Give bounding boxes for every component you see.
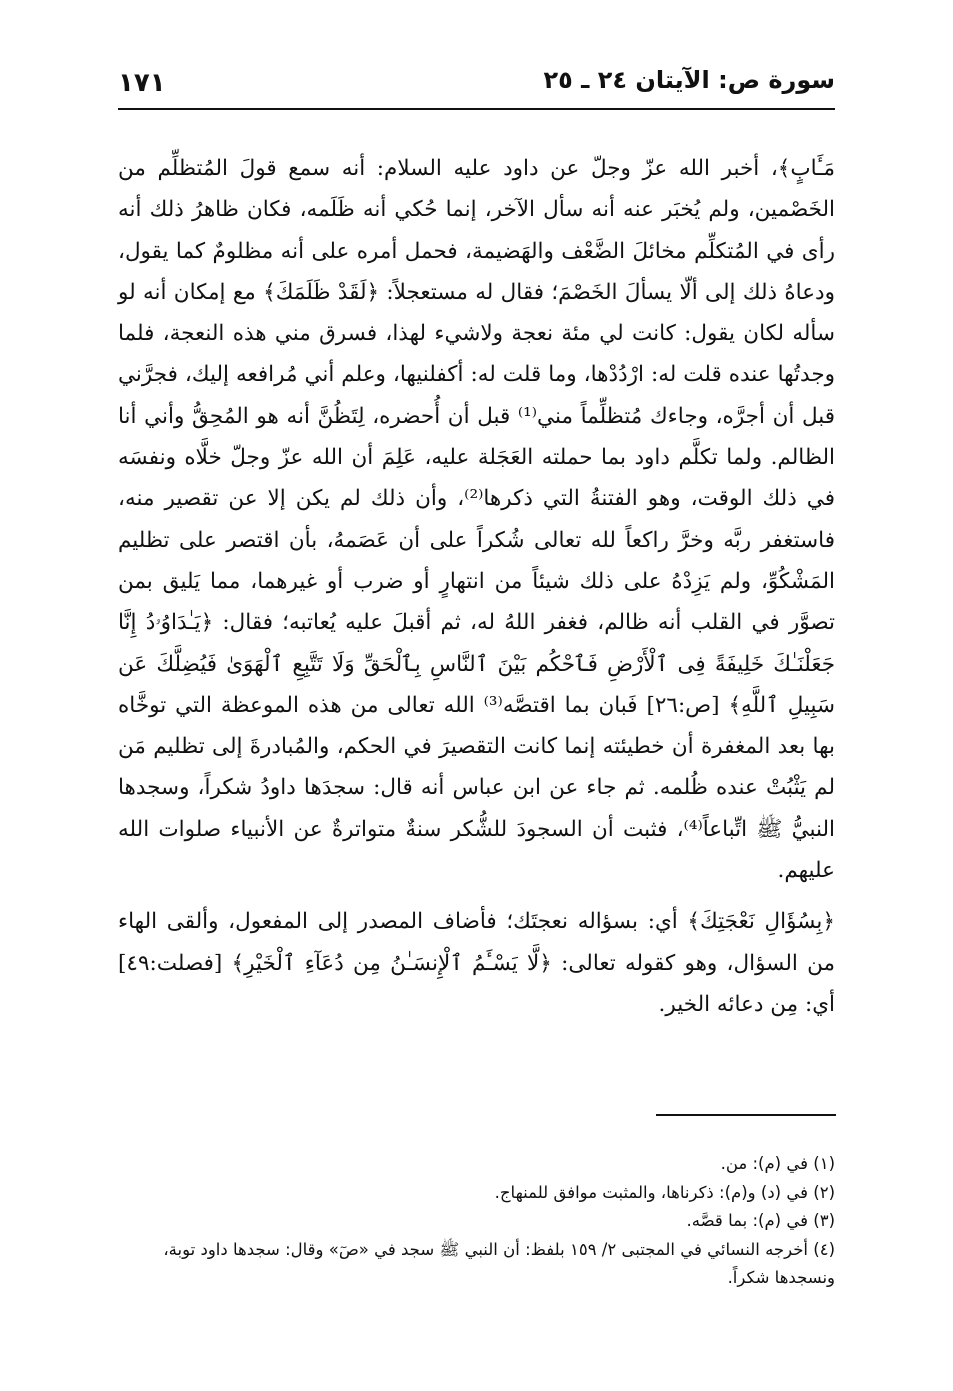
- footnotes: [118, 1150, 835, 1293]
- header-divider: [118, 108, 835, 110]
- paragraph-2: ﴿بِسُؤَالِ نَعْجَتِكَ﴾ أي: بسؤاله نعجتَك؛ فأضاف المصدر إلى المفعول، وألقى الهاء من السؤال، وهو كقوله تعالى: ﴿لَّا يَسْـَٔمُ ٱلْإِنسَـٰنُ مِن دُعَآءِ ٱلْخَيْرِ﴾ [فصلت:٤٩] أي: مِن دعائه الخير.: [118, 909, 835, 1017]
- running-title: سورة ص: الآيتان ٢٤ ـ ٢٥: [543, 66, 835, 94]
- footnote-3: (٣) في (م): بما قصَّه.: [686, 1211, 835, 1230]
- main-text: [118, 148, 835, 1025]
- footnote-1: (١) في (م): من.: [720, 1154, 835, 1173]
- page-number: ١٧١: [118, 68, 166, 98]
- page-header: [118, 64, 835, 104]
- footnote-divider: [656, 1114, 836, 1116]
- footnote-4: (٤) أخرجه النسائي في المجتبى ٢/ ١٥٩ بلفظ: أن النبي ﷺ سجد في «صٓ» وقال: سجدها داود توبة، ونسجدها شكراً.: [163, 1239, 835, 1287]
- footnote-2: (٢) في (د) و(م): ذكرناها، والمثبت موافق للمنهاج.: [494, 1182, 835, 1202]
- paragraph-1: مَـَٔابٍ﴾، أخبر الله عزّ وجلّ عن داود عليه السلام: أنه سمع قولَ المُتظلِّم من الخَصْمين، ولم يُخبَر عنه أنه سأل الآخر، إنما حُكي أنه ظَلَمه، فكان ظاهرُ ذلك أنه رأى في المُتكلِّم مخائلَ الضَّعْف والهَضيمة، فحمل أمره على أنه مظلومٌ كما يقول، ودعاهُ ذلك إلى ألّا يسألَ الخَصْمَ؛ فقال له مستعجلاً: ﴿لَقَدْ ظَلَمَكَ﴾ مع إمكان أنه لو سأله لكان يقول: كانت لي مئة نعجة ولاشيء لهذا، فسرق مني هذه النعجة، فلما وجدتُها عنده قلت له: ارْدُدْها، وما قلت له: أكفلنيها، وعلم أني مُرافعه إليك، فجرَّني قبل أن أجرَّه، وجاءك مُتظلِّماً مني⁽¹⁾ قبل أن أُحضره، لِتَظُنَّ أنه هو المُحِقُّ وأني أنا الظالم. ولما تكلَّم داود بما حملته العَجَلة عليه، عَلِمَ أن الله عزّ وجلّ خلَّاه ونفسَه في ذلك الوقت، وهو الفتنةُ التي ذكرها⁽²⁾، وأن ذلك لم يكن إلا عن تقصير منه، فاستغفر ربَّه وخرَّ راكعاً لله تعالى شُكراً على أن عَصَمهُ، بأن اقتصر على تظليم المَشْكُوِّ، ولم يَزِدْهُ على ذلك شيئاً من انتهارٍ أو ضرب أو غيرهما، مما يَليق بمن تصوَّر في القلب أنه ظالم، فغفر اللهُ له، ثم أقبلَ عليه يُعاتبه؛ فقال: ﴿يَـٰدَاوُۥدُ إِنَّا جَعَلْنَـٰكَ خَلِيفَةً فِى ٱلْأَرْضِ فَٱحْكُم بَيْنَ ٱلنَّاسِ بِٱلْحَقِّ وَلَا تَتَّبِعِ ٱلْهَوَىٰ فَيُضِلَّكَ عَن سَبِيلِ ٱللَّهِ﴾ [ص:٢٦] فَبان بما اقتصَّه⁽³⁾ الله تعالى من هذه الموعظة التي توخَّاه بها بعد المغفرة أن خطيئته إنما كانت التقصيرَ في الحكم، والمُبادرةَ إلى تظليم مَن لم يَثْبُتْ عنده ظُلمه. ثم جاء عن ابن عباس أنه قال: سجدَها داودُ شكراً، وسجدها النبيُّ ﷺ اتِّباعاً⁽⁴⁾، فثبت أن السجودَ للشُّكر سنةٌ متواترةٌ عن الأنبياء صلوات الله عليهم.: [118, 156, 835, 884]
